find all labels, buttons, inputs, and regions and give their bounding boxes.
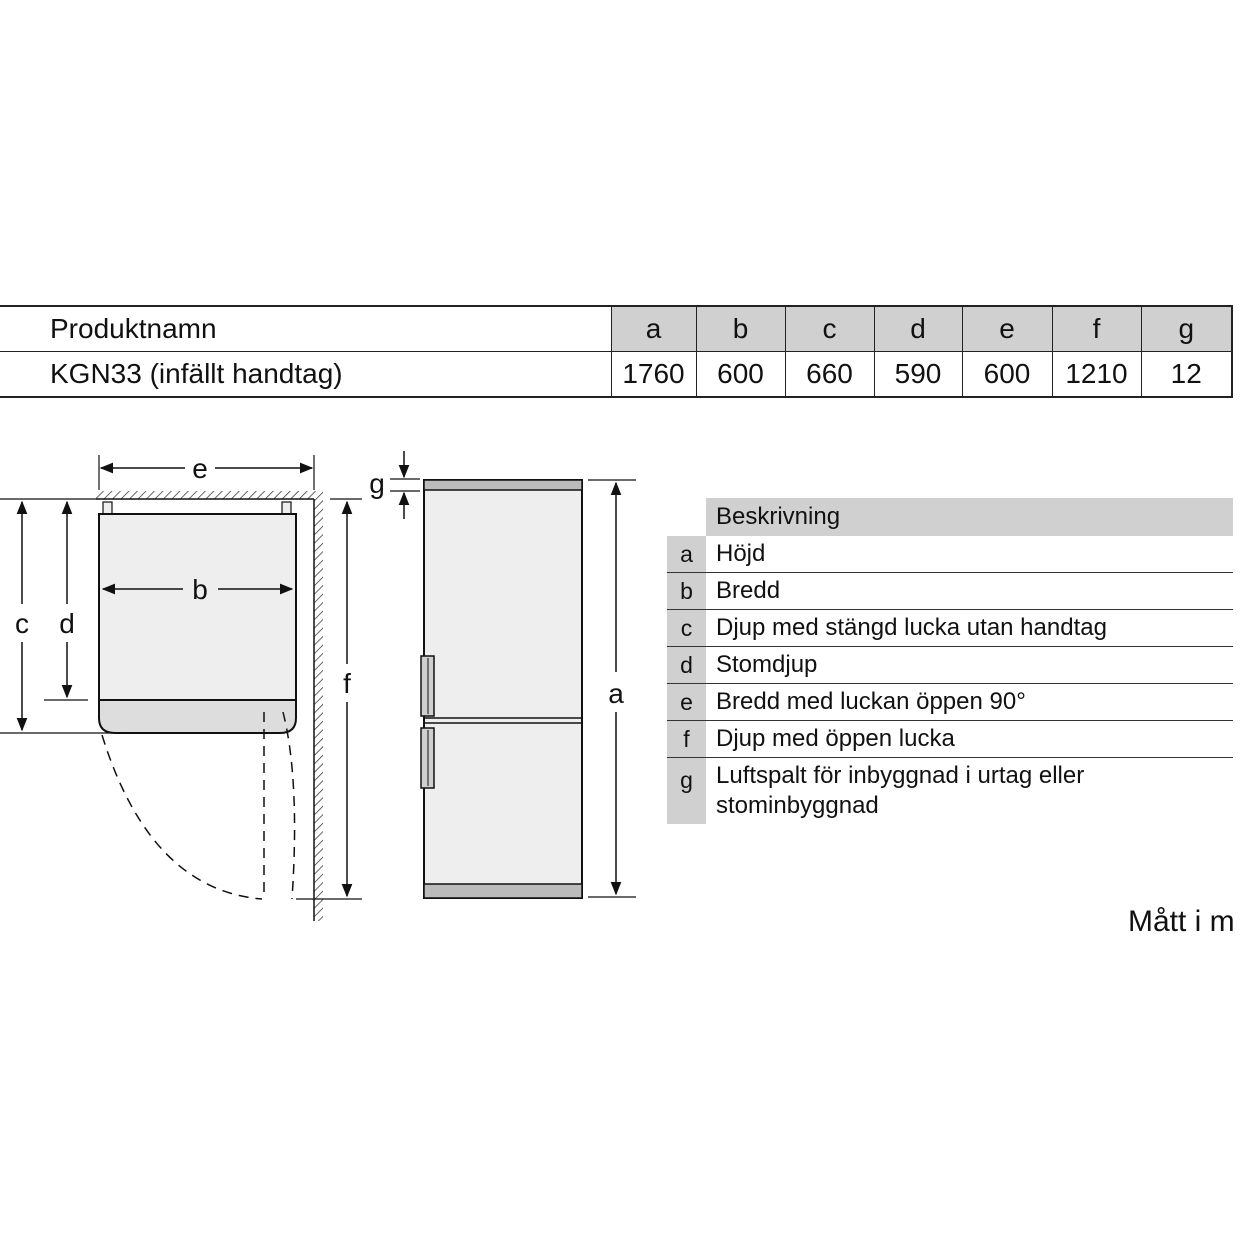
legend-text: Djup med stängd lucka utan handtag [716,614,1107,641]
list-item [667,572,1233,609]
list-item [667,757,1233,824]
value-c: 660 [785,352,874,398]
value-b: 600 [696,352,785,398]
legend-text: Luftspalt för inbyggnad i urtag eller stominbyggnad [716,762,1085,819]
table-header-row [0,306,1232,352]
legend-text: Stomdjup [716,651,818,678]
dim-label-d: d [59,608,75,639]
value-e: 600 [962,352,1052,398]
value-f: 1210 [1052,352,1141,398]
legend-key: e [667,684,706,720]
dim-label-f: f [343,668,351,699]
header-product-label: Produktnamn [0,306,611,352]
dim-label-c: c [15,608,29,639]
column-header-c: c [785,306,874,352]
value-g: 12 [1141,352,1232,398]
legend-title: Beskrivning [706,498,1233,536]
dim-label-b: b [192,574,208,605]
list-item [667,536,1233,572]
legend-text: Djup med öppen lucka [716,725,955,752]
dimension-drawing [0,440,660,930]
legend-key: g [667,758,706,824]
handle-upper [421,656,434,716]
legend-key: d [667,647,706,683]
legend-text: Höjd [716,540,766,567]
fridge-top-view [99,502,296,899]
dim-label-g: g [369,468,385,499]
legend-key: b [667,573,706,609]
dim-label-a: a [608,678,624,709]
column-header-e: e [962,306,1052,352]
value-a: 1760 [611,352,696,398]
dim-label-e: e [192,453,208,484]
fridge-front-view [421,480,582,898]
handle-lower [421,728,434,788]
legend-key: c [667,610,706,646]
list-item [667,720,1233,757]
unit-note: Mått i m [1128,905,1235,938]
legend-key: f [667,721,706,757]
legend-header [667,498,1233,536]
table-row [0,352,1232,398]
dimension-table [0,305,1233,398]
legend-text: Bredd med luckan öppen 90° [716,688,1026,715]
column-header-f: f [1052,306,1141,352]
value-d: 590 [874,352,962,398]
legend-table [667,498,1233,824]
list-item [667,683,1233,720]
legend-key: a [667,536,706,572]
column-header-d: d [874,306,962,352]
product-name: KGN33 (infällt handtag) [0,352,611,398]
column-header-b: b [696,306,785,352]
list-item [667,646,1233,683]
list-item [667,609,1233,646]
legend-text: Bredd [716,577,781,604]
column-header-g: g [1141,306,1232,352]
column-header-a: a [611,306,696,352]
